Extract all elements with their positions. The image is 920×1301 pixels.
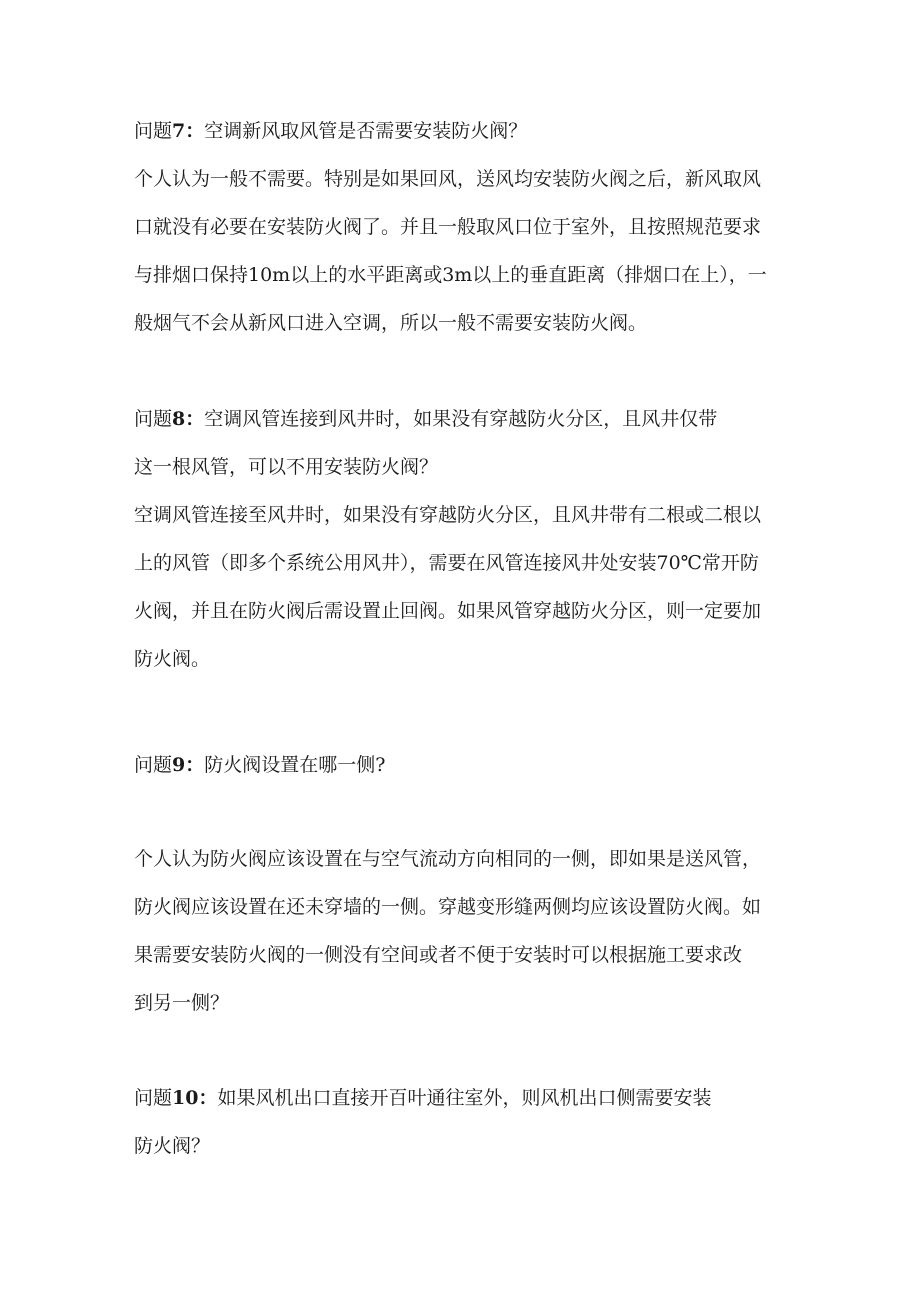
question-number: 10 [172, 1087, 199, 1109]
question-10-title-line-2: 防火阀？ [134, 1135, 211, 1157]
question-8-title-line-2: 这一根风管，可以不用安装防火阀？ [134, 456, 439, 478]
answer-8-line-4: 防火阀。 [134, 648, 211, 670]
answer-7-line-4: 般烟气不会从新风口进入空调，所以一般不需要安装防火阀。 [134, 312, 648, 334]
question-text: 空调风管连接到风井时，如果没有穿越防火分区，且风井仅带 [204, 408, 718, 430]
question-colon: ： [185, 754, 205, 776]
question-prefix: 问题 [134, 1087, 173, 1109]
question-number: 9 [172, 754, 186, 776]
question-text: 防火阀设置在哪一侧? [204, 754, 386, 776]
question-8-title [134, 406, 794, 432]
question-colon: ： [185, 408, 205, 430]
question-colon: ： [185, 120, 205, 142]
answer-9-line-2: 防火阀应该设置在还未穿墙的一侧。穿越变形缝两侧均应该设置防火阀。如 [134, 896, 762, 918]
question-number: 7 [172, 120, 186, 142]
question-prefix: 问题 [134, 120, 173, 142]
question-prefix: 问题 [134, 408, 173, 430]
answer-7-line-2: 口就没有必要在安装防火阀了。并且一般取风口位于室外，且按照规范要求 [134, 216, 762, 238]
question-number: 8 [172, 408, 186, 430]
question-text: 如果风机出口直接开百叶通往室外，则风机出口侧需要安装 [217, 1087, 712, 1109]
answer-9-line-4: 到另一侧？ [134, 992, 230, 1014]
question-prefix: 问题 [134, 754, 173, 776]
question-7-title [134, 118, 794, 144]
answer-7-line-1: 个人认为一般不需要。特别是如果回风，送风均安装防火阀之后，新风取风 [134, 168, 762, 190]
question-10-title [134, 1085, 794, 1111]
answer-8-line-1: 空调风管连接至风井时，如果没有穿越防火分区，且风井带有二根或二根以 [134, 504, 762, 526]
answer-9-line-3: 果需要安装防火阀的一侧没有空间或者不便于安装时可以根据施工要求改 [134, 944, 743, 966]
answer-8-line-3: 火阀，并且在防火阀后需设置止回阀。如果风管穿越防火分区，则一定要加 [134, 600, 762, 622]
question-text: 空调新风取风管是否需要安装防火阀？ [204, 120, 528, 142]
answer-8-line-2: 上的风管（即多个系统公用风井），需要在风管连接风井处安装70℃常开防 [134, 552, 759, 574]
question-9-title [134, 752, 794, 778]
question-colon: ： [198, 1087, 218, 1109]
answer-9-line-1: 个人认为防火阀应该设置在与空气流动方向相同的一侧，即如果是送风管， [134, 848, 762, 870]
answer-7-line-3: 与排烟口保持10m以上的水平距离或3m以上的垂直距离（排烟口在上），一 [134, 264, 767, 286]
